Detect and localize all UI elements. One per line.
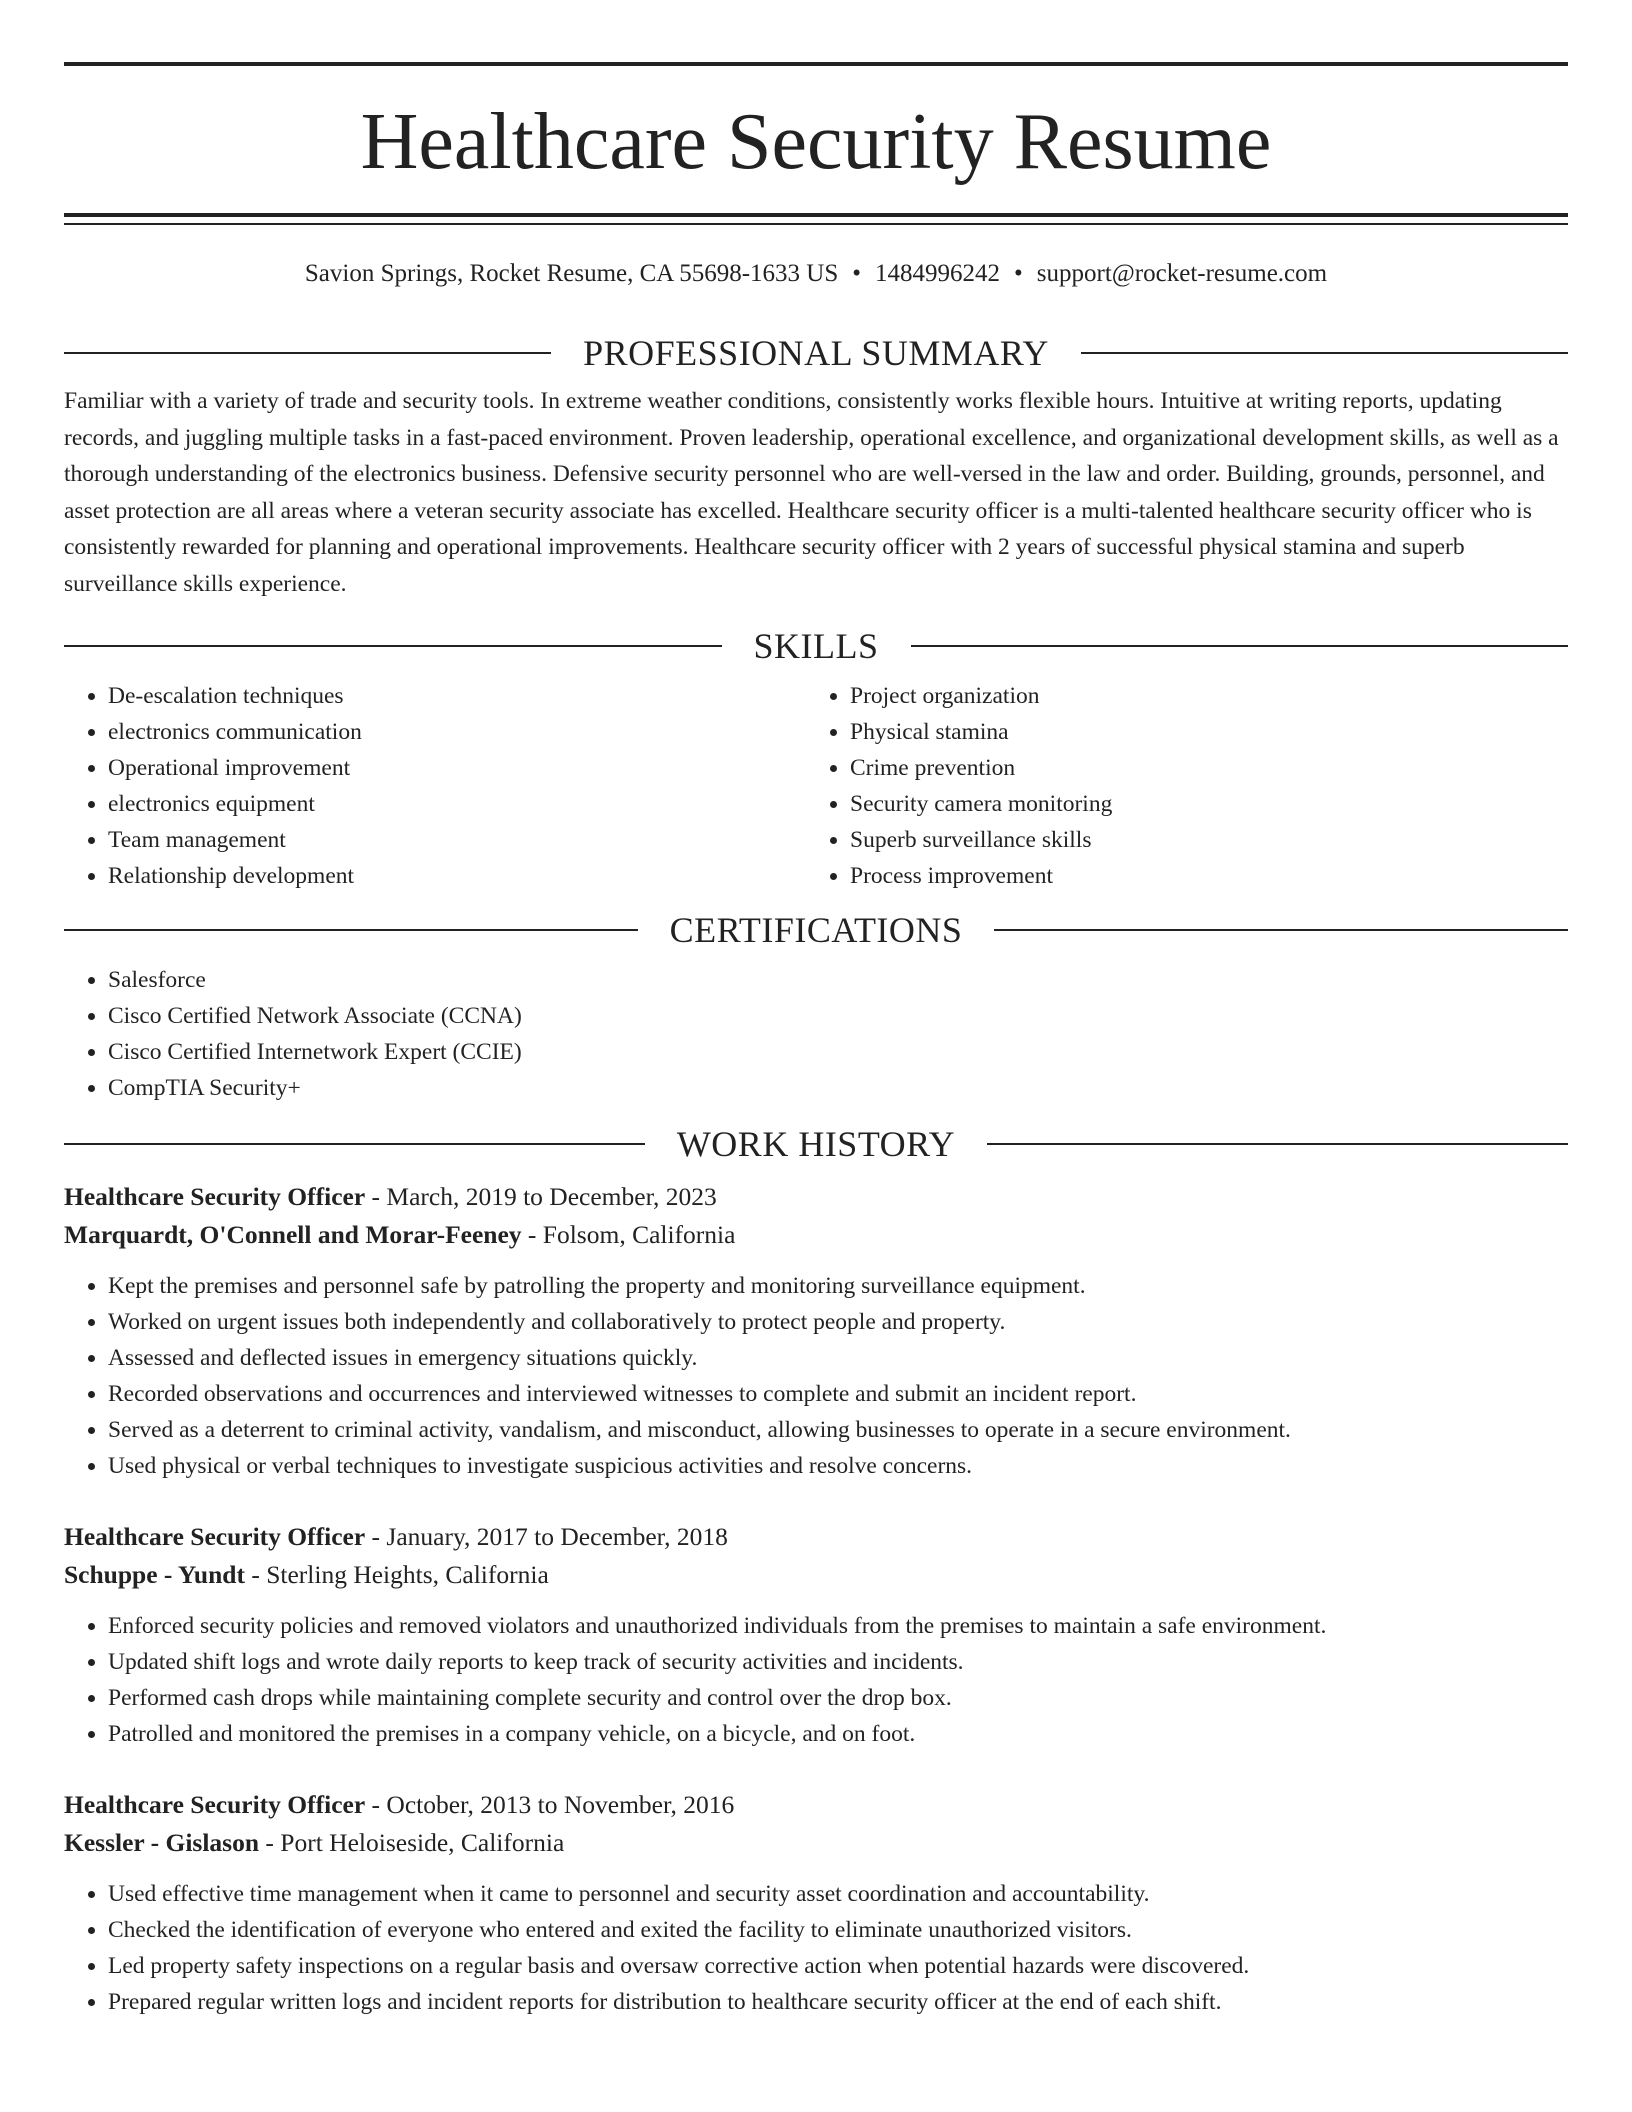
contact-separator: • — [1014, 260, 1023, 287]
skill-item: • Security camera monitoring — [850, 786, 1568, 822]
certifications-heading — [64, 910, 1568, 950]
heading-rule — [994, 929, 1568, 931]
heading-rule — [1081, 352, 1568, 354]
job-title: Healthcare Security Officer — [64, 1181, 366, 1211]
certification-item: • Cisco Certified Internetwork Expert (CCIE) — [108, 1034, 1568, 1070]
job-title-line — [64, 1518, 1568, 1556]
contact-separator: • — [852, 260, 862, 287]
certification-item: • Cisco Certified Network Associate (CCNA) — [108, 998, 1568, 1034]
job-duty: • Enforced security policies and removed violators and unauthorized individuals from the premises to maintain a safe environment. — [108, 1608, 1568, 1644]
job-company: Kessler - Gislason — [64, 1827, 260, 1857]
skill-item: • electronics equipment — [108, 786, 816, 822]
skill-item: • electronics communication — [108, 714, 816, 750]
summary-heading-label: PROFESSIONAL SUMMARY — [583, 333, 1049, 373]
skills-list — [64, 678, 1568, 894]
certification-item: • CompTIA Security+ — [108, 1070, 1568, 1106]
job-duty: • Served as a deterrent to criminal activity, vandalism, and misconduct, allowing businesses to operate in a secure environment. — [108, 1412, 1568, 1448]
job-title: Healthcare Security Officer — [64, 1521, 366, 1551]
job-title-line — [64, 1178, 1568, 1216]
skills-column-right — [816, 678, 1568, 894]
job-company-line — [64, 1216, 1568, 1254]
job-title: Healthcare Security Officer — [64, 1789, 366, 1819]
job-duty: • Assessed and deflected issues in emergency situations quickly. — [108, 1340, 1568, 1376]
work-history-heading-label: WORK HISTORY — [676, 1123, 956, 1164]
heading-rule — [64, 1143, 645, 1145]
title-rule-upper — [64, 213, 1568, 217]
title-rule-lower — [64, 223, 1568, 225]
resume-page — [64, 0, 1568, 2020]
job-duty: • Prepared regular written logs and incident reports for distribution to healthcare security officer at the end of each shift. — [108, 1984, 1568, 2020]
job-duty: • Checked the identification of everyone who entered and exited the facility to eliminate unauthorized visitors. — [108, 1912, 1568, 1948]
skill-item: • Process improvement — [850, 858, 1568, 894]
job-duty: • Kept the premises and personnel safe by patrolling the property and monitoring surveillance equipment. — [108, 1268, 1568, 1304]
skill-item: • Relationship development — [108, 858, 816, 894]
job-location: - Sterling Heights, California — [244, 1559, 549, 1589]
job-duty: • Used effective time management when it came to personnel and security asset coordination and accountability. — [108, 1876, 1568, 1912]
contact-phone: 1484996242 — [875, 260, 1001, 287]
resume-title: Healthcare Security Resume — [360, 98, 1272, 186]
skills-heading — [64, 626, 1568, 666]
job-location: - Folsom, California — [521, 1219, 736, 1249]
job-duties — [64, 1608, 1568, 1752]
contact-address: Savion Springs, Rocket Resume, CA 55698-1633 US — [304, 260, 839, 287]
summary-text: Familiar with a variety of trade and security tools. In extreme weather conditions, consistently works flexible hours. Intuitive at writing reports, updating records, and juggling multiple tasks in a fast-paced environment. Proven leadership, operational excellence, and organizational development skills, as well as a thorough understanding of the electronics business. Defensive security personnel who are well-versed in the law and order. Building, grounds, personnel, and asset protection are all areas where a veteran security associate has excelled. Healthcare security officer is a multi-talented healthcare security officer who is consistently rewarded for planning and operational improvements. Healthcare security officer with 2 years of successful physical stamina and superb surveillance skills experience. — [64, 388, 1559, 597]
skill-item: • De-escalation techniques — [108, 678, 816, 714]
summary-heading — [64, 333, 1568, 373]
job-dates: - October, 2013 to November, 2016 — [365, 1789, 735, 1819]
job-location: - Port Heloiseside, California — [259, 1827, 565, 1857]
job-duty: • Used physical or verbal techniques to investigate suspicious activities and resolve concerns. — [108, 1448, 1568, 1484]
skill-item: • Crime prevention — [850, 750, 1568, 786]
contact-line — [64, 259, 1568, 289]
top-rule — [64, 62, 1568, 66]
heading-rule — [64, 352, 551, 354]
job-duty: • Recorded observations and occurrences and interviewed witnesses to complete and submit an incident report. — [108, 1376, 1568, 1412]
job-duties — [64, 1268, 1568, 1484]
job-entry — [64, 1178, 1568, 1484]
skill-item: • Team management — [108, 822, 816, 858]
job-duty: • Performed cash drops while maintaining complete security and control over the drop box. — [108, 1680, 1568, 1716]
job-dates: - January, 2017 to December, 2018 — [365, 1521, 728, 1551]
certifications-heading-label: CERTIFICATIONS — [669, 909, 963, 950]
skill-item: • Operational improvement — [108, 750, 816, 786]
job-entry — [64, 1786, 1568, 2020]
job-company: Schuppe - Yundt — [64, 1559, 245, 1589]
work-history-heading — [64, 1124, 1568, 1164]
heading-rule — [911, 645, 1569, 647]
job-company-line — [64, 1824, 1568, 1862]
skills-column-left — [64, 678, 816, 894]
skill-item: • Project organization — [850, 678, 1568, 714]
certification-item: • Salesforce — [108, 962, 1568, 998]
skills-heading-label: SKILLS — [753, 625, 879, 666]
contact-email: support@rocket-resume.com — [1036, 260, 1328, 287]
job-dates: - March, 2019 to December, 2023 — [365, 1181, 717, 1211]
skill-item: • Physical stamina — [850, 714, 1568, 750]
heading-rule — [64, 929, 638, 931]
job-company: Marquardt, O'Connell and Morar-Feeney — [64, 1219, 522, 1249]
job-duty: • Patrolled and monitored the premises in a company vehicle, on a bicycle, and on foot. — [108, 1716, 1568, 1752]
job-title-line — [64, 1786, 1568, 1824]
heading-rule — [64, 645, 722, 647]
heading-rule — [987, 1143, 1568, 1145]
skill-item: • Superb surveillance skills — [850, 822, 1568, 858]
certifications-list — [64, 962, 1568, 1106]
job-entry — [64, 1518, 1568, 1752]
job-company-line — [64, 1556, 1568, 1594]
job-duty: • Worked on urgent issues both independently and collaboratively to protect people and property. — [108, 1304, 1568, 1340]
job-duty: • Led property safety inspections on a regular basis and oversaw corrective action when potential hazards were discovered. — [108, 1948, 1568, 1984]
job-duty: • Updated shift logs and wrote daily reports to keep track of security activities and incidents. — [108, 1644, 1568, 1680]
job-duties — [64, 1876, 1568, 2020]
